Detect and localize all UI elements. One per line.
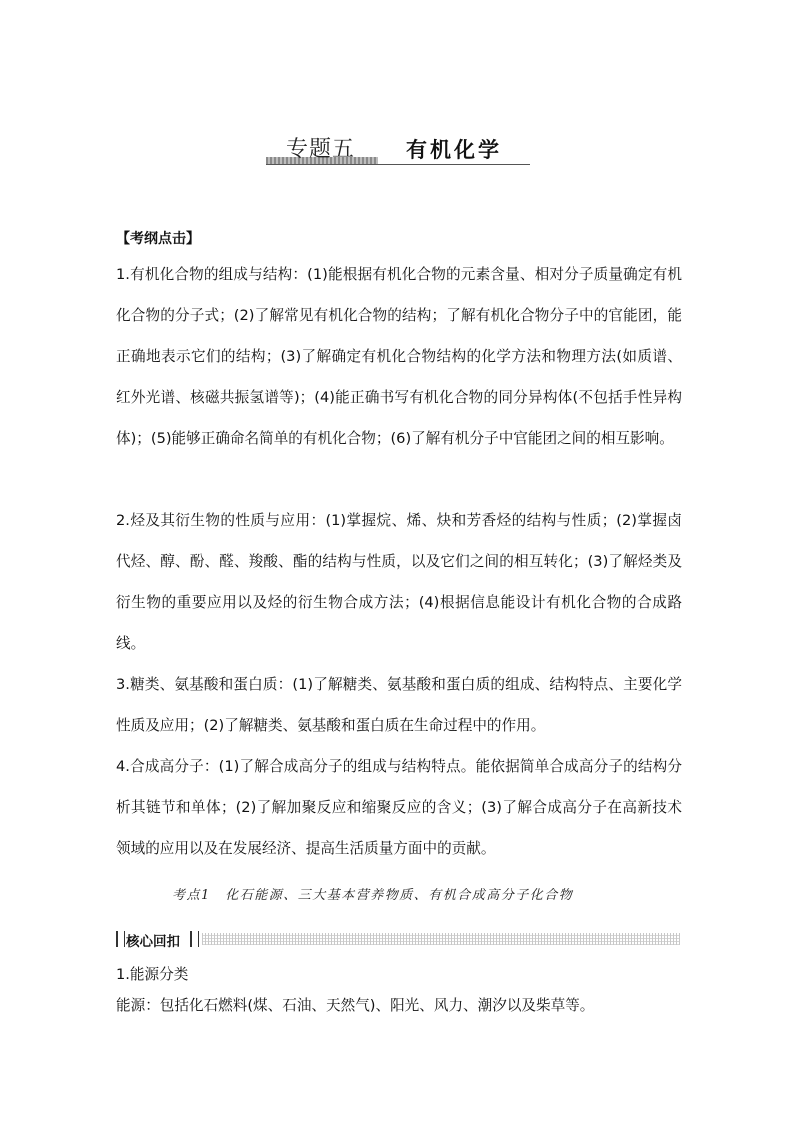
outline-heading: 【考纲点击】 [116,231,200,247]
section-left-marker [116,931,125,947]
section-mid-marker [190,931,199,947]
outline-paragraph-2: 2.烃及其衍生物的性质与应用：(1)掌握烷、烯、炔和芳香烃的结构与性质；(2)掌握卤代烃、醇、酚、醛、羧酸、酯的结构与性质，以及它们之间的相互转化；(3)了解烃类及衍生物的重要应用以及烃的衍生物合成方法；(4)根据信息能设计有机化合物的合成路线。 [116,512,682,652]
title-underline [266,164,530,165]
exam-point-title: 考点1 化石能源、三大基本营养物质、有机合成高分子化合物 [172,888,574,903]
sub-heading: 1.能源分类 [116,966,189,983]
section-pattern-fill [202,933,680,945]
outline-paragraph-3: 3.糖类、氨基酸和蛋白质：(1)了解糖类、氨基酸和蛋白质的组成、结构特点、主要化学性质及应用；(2)了解糖类、氨基酸和蛋白质在生命过程中的作用。 [116,676,682,734]
chapter-title [266,128,530,168]
section-label: 核心回扣 [126,934,180,950]
sub-paragraph: 能源：包括化石燃料(煤、石油、天然气)、阳光、风力、潮汐以及柴草等。 [116,997,595,1014]
chapter-name: 有机化学 [406,137,502,162]
outline-paragraph-4: 4.合成高分子：(1)了解合成高分子的组成与结构特点。能依据简单合成高分子的结构分析其链节和单体；(2)了解加聚反应和缩聚反应的含义；(3)了解合成高分子在高新技术领域的应用以及在发展经济、提高生活质量方面中的贡献。 [116,758,682,857]
outline-paragraph-1: 1.有机化合物的组成与结构：(1)能根据有机化合物的元素含量、相对分子质量确定有机化合物的分子式；(2)了解常见有机化合物的结构；了解有机化合物分子中的官能团，能正确地表示它们的结构；(3)了解确定有机化合物结构的化学方法和物理方法(如质谱、红外光谱、核磁共振氢谱等)；(4)能正确书写有机化合物的同分异构体(不包括手性异构体)；(5)能够正确命名简单的有机化合物；(6)了解有机分子中官能团之间的相互影响。 [116,266,682,447]
section-header [116,929,680,949]
chapter-number: 专题五 [286,137,356,162]
